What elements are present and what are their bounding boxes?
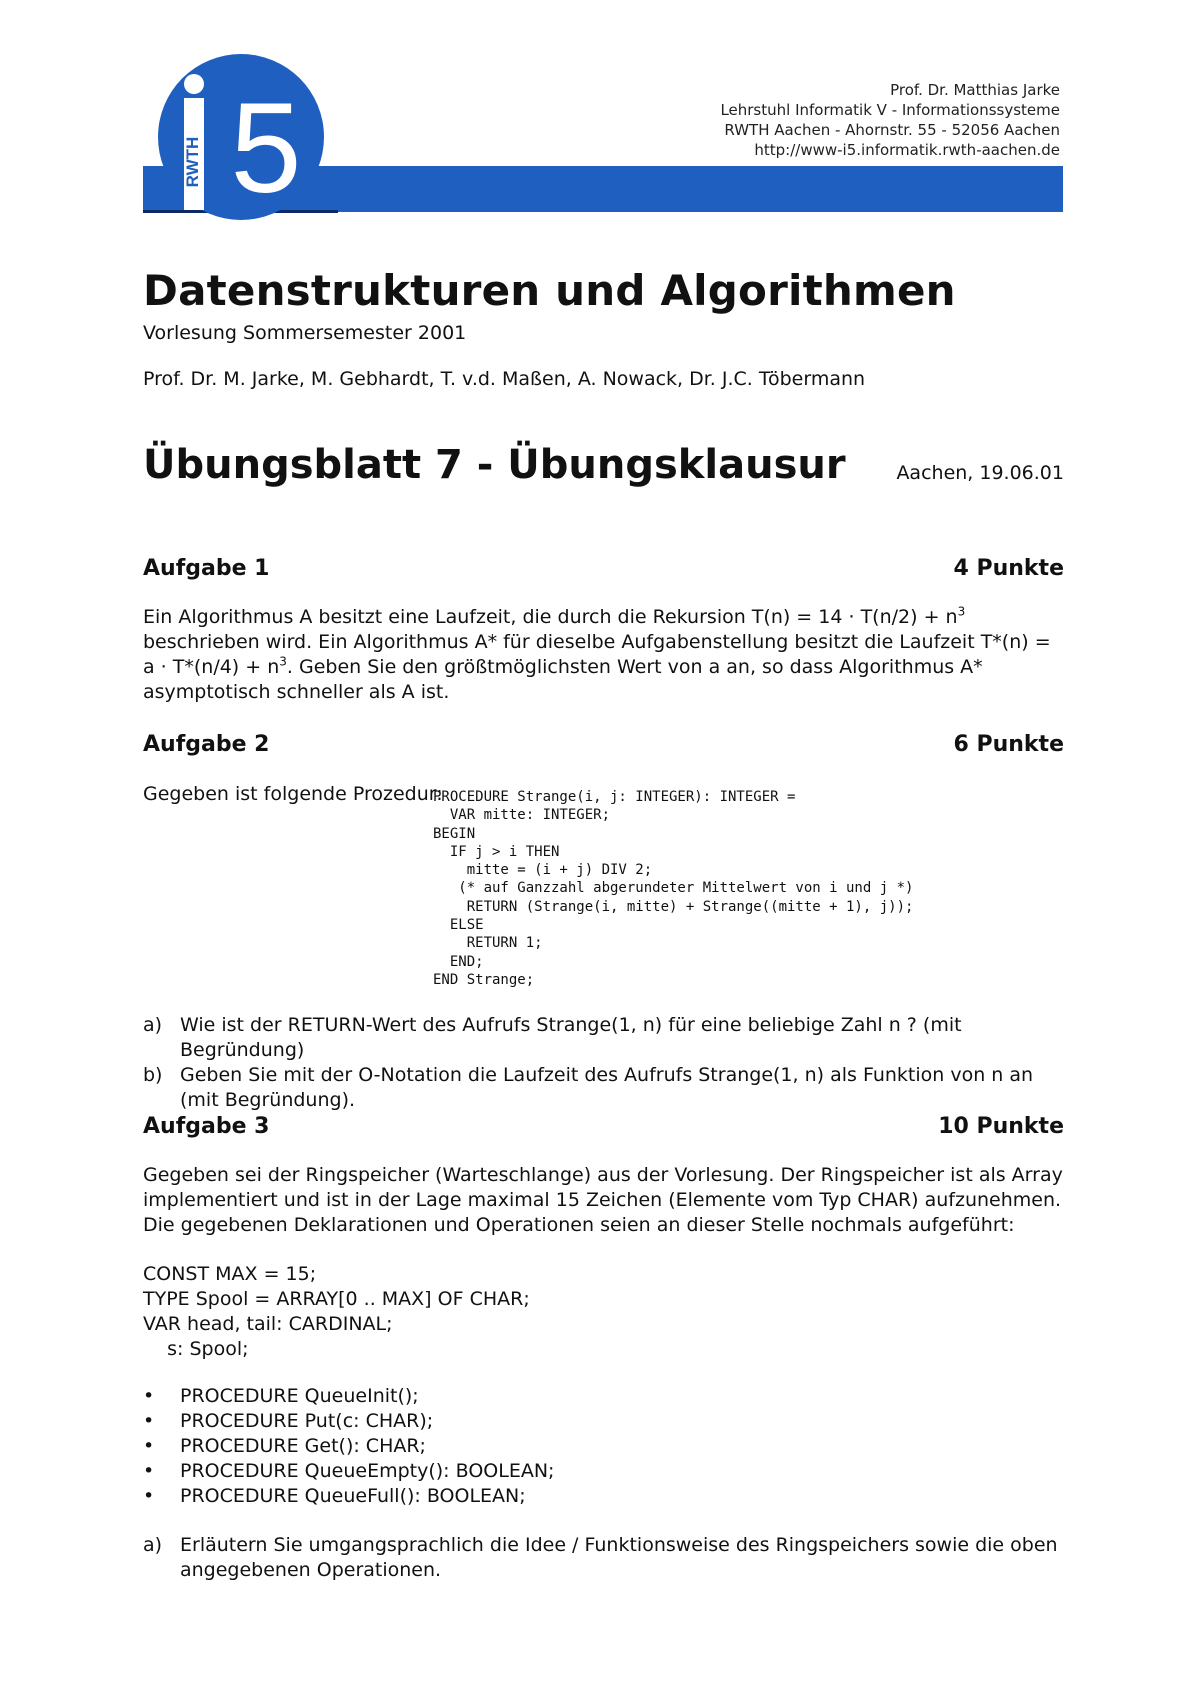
declaration-line: CONST MAX = 15; [143,1263,317,1285]
task1-heading [143,556,1064,581]
question-marker: a) [143,1014,163,1036]
operations-list [143,1384,1063,1509]
question-marker: b) [143,1064,163,1086]
svg-text:5: 5 [230,77,302,220]
question-item [143,1063,1063,1113]
list-item [143,1459,1063,1484]
task3-questions [143,1533,1063,1583]
task2-title: Aufgabe 2 [143,732,270,757]
operation-text: PROCEDURE QueueInit(); [180,1385,419,1407]
question-text: Erläutern Sie umgangsprachlich die Idee / Funktionsweise des Ringspeichers sowie die oben angegebenen Operationen. [180,1534,1058,1581]
sheet-date: Aachen, 19.06.01 [896,462,1064,484]
institution-line: Lehrstuhl Informatik V - Informationssysteme [720,101,1060,119]
institution-url: http://www-i5.informatik.rwth-aachen.de [754,141,1060,159]
declaration-line: VAR head, tail: CARDINAL; [143,1313,393,1335]
bullet: • [143,1485,155,1507]
task1-text-part: . Geben Sie den größtmöglichsten Wert von a an, so dass Algorithmus A* asymptotisch schneller als A ist. [143,656,983,703]
question-item [143,1533,1063,1583]
declarations [143,1262,530,1362]
task3-heading [143,1114,1064,1139]
operation-text: PROCEDURE Put(c: CHAR); [180,1410,434,1432]
task3-title: Aufgabe 3 [143,1114,270,1139]
task2-heading [143,732,1064,757]
task2-intro: Gegeben ist folgende Prozedur: [143,783,443,805]
list-item [143,1384,1063,1409]
sheet-title: Übungsblatt 7 - Übungsklausur [143,442,846,488]
task2-questions [143,1013,1063,1113]
operation-text: PROCEDURE QueueEmpty(): BOOLEAN; [180,1460,555,1482]
institution-line: RWTH Aachen - Ahornstr. 55 - 52056 Aachen [724,121,1060,139]
institution-line: Prof. Dr. Matthias Jarke [890,81,1060,99]
task1-points: 4 Punkte [953,556,1064,581]
course-authors: Prof. Dr. M. Jarke, M. Gebhardt, T. v.d. Maßen, A. Nowack, Dr. J.C. Töbermann [143,368,866,390]
bullet: • [143,1385,155,1407]
institution-block [720,80,1060,160]
list-item [143,1409,1063,1434]
list-item [143,1434,1063,1459]
bullet: • [143,1435,155,1457]
exponent: 3 [957,604,966,619]
course-title: Datenstrukturen und Algorithmen [143,266,956,315]
declaration-line: TYPE Spool = ARRAY[0 .. MAX] OF CHAR; [143,1288,530,1310]
procedure-code: PROCEDURE Strange(i, j: INTEGER): INTEGER = VAR mitte: INTEGER; BEGIN IF j > i THEN mitte = (i + j) DIV 2; (* auf Ganzzahl abgerundeter Mittelwert von i und j *) RETURN (Strange(i, mitte) + Strange((mitte + 1), j)); ELSE RETURN 1; END; END Strange; [433,789,914,988]
bullet: • [143,1460,155,1482]
task3-points: 10 Punkte [938,1114,1064,1139]
declaration-line: s: Spool; [143,1338,249,1360]
task1-title: Aufgabe 1 [143,556,270,581]
course-subtitle: Vorlesung Sommersemester 2001 [143,322,467,344]
task2-points: 6 Punkte [953,732,1064,757]
task1-text-part: beschrieben wird. Ein Algorithmus A* für dieselbe Aufgabenstellung besitzt die Laufzeit T*(n) = a · T*(n/4) + n [143,631,1051,678]
task1-text-part: Ein Algorithmus A besitzt eine Laufzeit, die durch die Rekursion T(n) = 14 · T(n/2) + n [143,606,958,628]
rwth-i5-logo [158,54,324,220]
list-item [143,1484,1063,1509]
bullet: • [143,1410,155,1432]
question-item [143,1013,1063,1063]
svg-text:RWTH: RWTH [183,136,202,188]
question-marker: a) [143,1534,163,1556]
exponent: 3 [279,654,287,669]
question-text: Wie ist der RETURN-Wert des Aufrufs Strange(1, n) für eine beliebige Zahl n ? (mit Begründung) [180,1014,962,1061]
operation-text: PROCEDURE Get(): CHAR; [180,1435,426,1457]
task1-text [143,605,1063,705]
task3-intro: Gegeben sei der Ringspeicher (Warteschlange) aus der Vorlesung. Der Ringspeicher ist als Array implementiert und ist in der Lage maximal 15 Zeichen (Elemente vom Typ CHAR) aufzunehmen. Die gegebenen Deklarationen und Operationen seien an dieser Stelle nochmals aufgeführt: [143,1164,1063,1236]
operation-text: PROCEDURE QueueFull(): BOOLEAN; [180,1485,526,1507]
question-text: Geben Sie mit der O-Notation die Laufzeit des Aufrufs Strange(1, n) als Funktion von n an (mit Begründung). [180,1064,1034,1111]
